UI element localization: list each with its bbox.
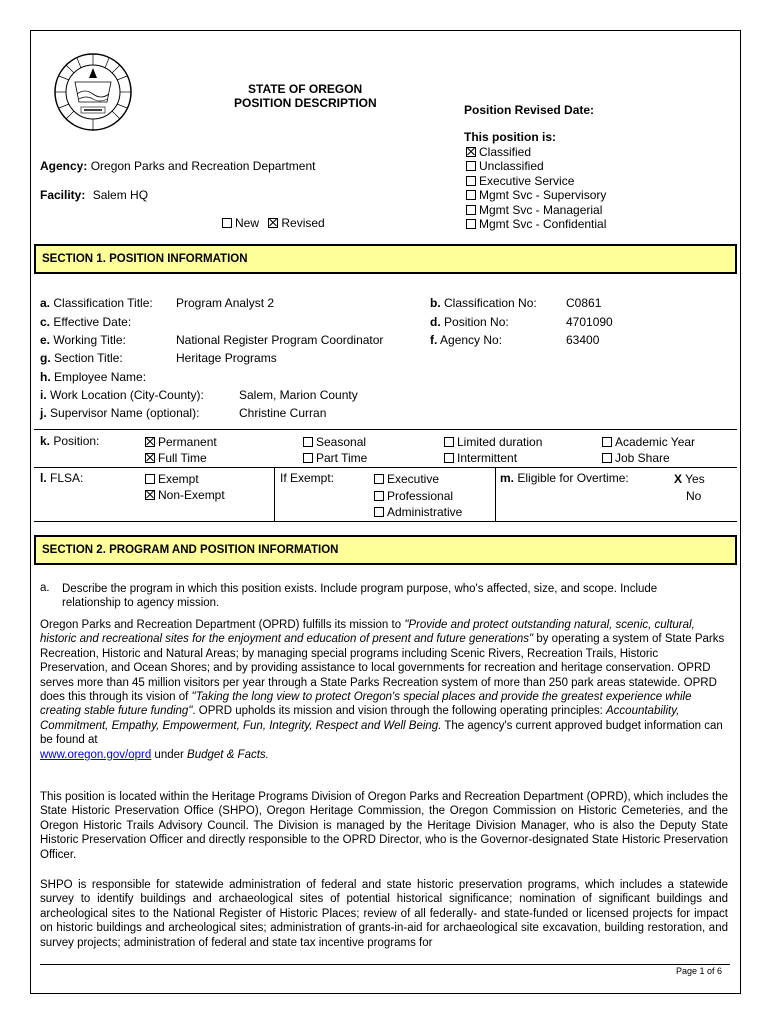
field-d-label: d. Position No:: [430, 315, 509, 329]
l-flsa-label: l. FLSA:: [40, 471, 84, 485]
checkbox[interactable]: [374, 474, 384, 484]
k-col-3: [444, 434, 542, 466]
k-position-label: k. Position:: [40, 434, 100, 448]
checkbox[interactable]: [466, 205, 476, 215]
position-type-executive[interactable]: Executive Service: [466, 174, 606, 188]
program-paragraph-1: Oregon Parks and Recreation Department (OPRD) fulfills its mission to "Provide and protect outstanding natural, scenic, cultural, historic and recreational sites for the enjoyment and education of present and future generations" by operating a system of State Parks Recreation, Historic and Natural Areas; by managing special programs including Scenic Rivers, Recreation Trails, Historic Preservation, and Ocean Shores; and by providing assistance to local governments for recreation and heritage conservation. OPRD serves more than 45 million visitors per year through a State Parks Recreation system of more than 250 park areas statewide. OPRD does this through its vision of "Taking the long view to protect Oregon's special places and provide the greatest experience while creating stable future funding". OPRD upholds its mission and vision through the following operating principles: Accountability, Commitment, Empathy, Empowerment, Fun, Integrity, Respect and Well Being. The agency's current approved budget information can be found at www.oregon.gov/oprd under Budget & Facts.: [40, 619, 725, 761]
field-position-no[interactable]: 4701090: [566, 315, 613, 329]
checkbox-checked[interactable]: [466, 147, 476, 157]
overtime-no[interactable]: No: [686, 488, 702, 503]
checkbox[interactable]: [145, 474, 155, 484]
option-full-time[interactable]: Full Time: [145, 450, 217, 466]
option-intermittent[interactable]: Intermittent: [444, 450, 542, 466]
position-type-mgmt-supervisory[interactable]: Mgmt Svc - Supervisory: [466, 188, 606, 202]
title-position-description: POSITION DESCRIPTION: [234, 96, 377, 110]
checkbox-checked[interactable]: [268, 218, 278, 228]
field-h-label: h. Employee Name:: [40, 370, 147, 384]
divider: [34, 467, 737, 468]
position-type-classified[interactable]: Classified: [466, 145, 606, 159]
checkbox[interactable]: [466, 219, 476, 229]
revised-date-label: Position Revised Date:: [464, 103, 595, 117]
option-executive[interactable]: Executive: [374, 471, 462, 488]
field-f-label: f. Agency No:: [430, 333, 503, 347]
field-working-title[interactable]: National Register Program Coordinator: [176, 333, 384, 347]
state-seal-icon: [53, 52, 133, 132]
title-state: STATE OF OREGON: [248, 82, 363, 96]
field-c-label: c. Effective Date:: [40, 315, 132, 329]
checkbox[interactable]: [444, 437, 454, 447]
option-administrative[interactable]: Administrative: [374, 504, 462, 521]
option-limited-duration[interactable]: Limited duration: [444, 434, 542, 450]
exempt-type-options: [374, 471, 462, 521]
field-e-label: e. Working Title:: [40, 333, 126, 347]
flsa-options: [145, 471, 225, 503]
overtime-options: [674, 471, 705, 504]
checkbox[interactable]: [303, 453, 313, 463]
program-paragraph-2: This position is located within the Heritage Programs Division of Oregon Parks and Recreation Department (OPRD), which includes the State Historic Preservation Office (SHPO), Oregon Heritage Commission, the Oregon Commission on Historic Cemeteries, and the Oregon Historic Trails Advisory Council. The Division is managed by the Heritage Division Manager, who is also the Deputy State Historic Preservation Officer and directly responsible to the OPRD Director, who is the Governor-designated State Historic Preservation Officer.: [40, 791, 728, 861]
agency-value[interactable]: Oregon Parks and Recreation Department: [90, 159, 316, 173]
position-type-mgmt-managerial[interactable]: Mgmt Svc - Managerial: [466, 203, 606, 217]
field-classification-no[interactable]: C0861: [566, 296, 602, 310]
checkbox-checked[interactable]: [145, 453, 155, 463]
checkbox[interactable]: [466, 176, 476, 186]
divider: [34, 429, 737, 430]
k-col-2: [303, 434, 367, 466]
checkbox[interactable]: [602, 437, 612, 447]
field-a-label: a. Classification Title:: [40, 296, 153, 310]
program-paragraph-3: SHPO is responsible for statewide administration of federal and state historic preservation programs, which includes a statewide survey to identify buildings and archaeological sites of potential historical significance; nomination of significant buildings and archeological sites to the National Register of Historic Places; review of all federally- and state-funded or licensed projects for impact on historic buildings and archeological sites; administration of grants-in-aid for archaeological site excavation, building restoration, and survey projects; administration of federal and state tax incentive programs for: [40, 879, 728, 949]
option-exempt[interactable]: Exempt: [145, 471, 225, 487]
field-agency-no[interactable]: 63400: [566, 333, 600, 347]
question-letter: a.: [40, 582, 50, 594]
checkbox-checked[interactable]: [145, 437, 155, 447]
overtime-yes[interactable]: X Yes: [674, 472, 705, 486]
checkbox[interactable]: [374, 491, 384, 501]
field-g-label: g. Section Title:: [40, 351, 123, 365]
option-non-exempt[interactable]: Non-Exempt: [145, 487, 225, 503]
facility-row: Facility: Salem HQ: [40, 188, 149, 202]
section-1-header: SECTION 1. POSITION INFORMATION: [34, 244, 737, 274]
facility-value[interactable]: Salem HQ: [92, 188, 149, 202]
position-type-unclassified[interactable]: Unclassified: [466, 159, 606, 173]
field-supervisor-name[interactable]: Christine Curran: [239, 406, 327, 420]
m-overtime-label: m. Eligible for Overtime:: [500, 471, 629, 485]
field-section-title[interactable]: Heritage Programs: [176, 351, 277, 365]
question-text: Describe the program in which this position exists. Include program purpose, who's affected, size, and scope. Include relationship to agency mission.: [62, 583, 658, 610]
checkbox[interactable]: [303, 437, 313, 447]
k-col-4: [602, 434, 695, 466]
field-i-label: i. Work Location (City-County):: [40, 388, 204, 402]
new-option[interactable]: New: [222, 216, 259, 230]
option-part-time[interactable]: Part Time: [303, 450, 367, 466]
divider: [34, 521, 737, 522]
oprd-link[interactable]: www.oregon.gov/oprd: [40, 748, 152, 761]
field-classification-title[interactable]: Program Analyst 2: [176, 296, 275, 310]
checkbox[interactable]: [466, 190, 476, 200]
divider: [274, 467, 275, 521]
option-academic-year[interactable]: Academic Year: [602, 434, 695, 450]
section-2-header: SECTION 2. PROGRAM AND POSITION INFORMATION: [34, 535, 737, 565]
if-exempt-label: If Exempt:: [280, 471, 335, 485]
position-is-label: This position is:: [464, 130, 556, 144]
revised-option[interactable]: Revised: [268, 216, 324, 230]
agency-row: Agency: Oregon Parks and Recreation Department: [40, 159, 316, 173]
option-professional[interactable]: Professional: [374, 488, 462, 505]
position-type-list: [466, 145, 606, 231]
option-seasonal[interactable]: Seasonal: [303, 434, 367, 450]
footer-rule: [40, 964, 730, 965]
checkbox[interactable]: [466, 161, 476, 171]
checkbox[interactable]: [602, 453, 612, 463]
field-b-label: b. Classification No:: [430, 296, 537, 310]
divider: [495, 467, 496, 521]
option-job-share[interactable]: Job Share: [602, 450, 695, 466]
checkbox[interactable]: [374, 507, 384, 517]
field-j-label: j. Supervisor Name (optional):: [40, 406, 200, 420]
new-revised-group: [222, 216, 325, 230]
k-col-1: [145, 434, 217, 466]
field-work-location[interactable]: Salem, Marion County: [239, 388, 358, 402]
checkbox-checked[interactable]: [145, 490, 155, 500]
checkbox[interactable]: [222, 218, 232, 228]
position-type-mgmt-confidential[interactable]: Mgmt Svc - Confidential: [466, 217, 606, 231]
option-permanent[interactable]: Permanent: [145, 434, 217, 450]
checkbox[interactable]: [444, 453, 454, 463]
page-number: Page 1 of 6: [676, 966, 723, 976]
